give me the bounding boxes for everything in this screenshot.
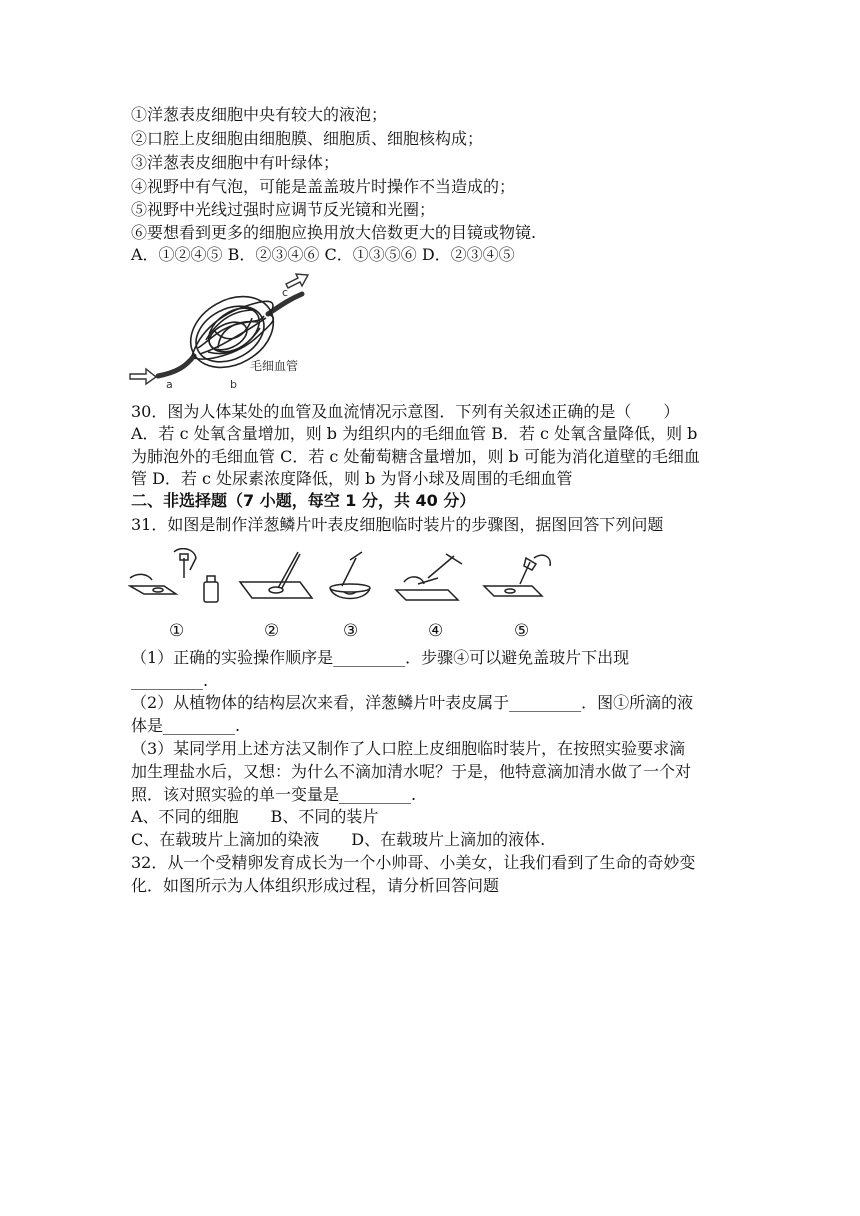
q31-part3-line2: 加生理盐水后，又想：为什么不滴加清水呢？于是，他特意滴加清水做了一个对	[131, 762, 692, 781]
q30-line-3: 为肺泡外的毛细血管 C．若 c 处葡萄糖含量增加，则 b 可能为消化道壁的毛细血	[131, 447, 700, 466]
q29-statement-1: ①洋葱表皮细胞中央有较大的液泡；	[131, 105, 388, 124]
q30-stem: 30．图为人体某处的血管及血流情况示意图．下列有关叙述正确的是（ ）	[131, 402, 680, 421]
q31-part3-line3: 照．该对照实验的单一变量是_________.	[131, 785, 417, 804]
section-heading: 二、非选择题（7 小题，每空 1 分，共 40 分）	[131, 491, 476, 510]
q31-part2-line1: （2）从植物体的结构层次来看，洋葱鳞片叶表皮属于_________．图①所滴的液	[131, 693, 694, 712]
capillary-network-figure	[128, 270, 328, 390]
q29-statement-4: ④视野中有气泡，可能是盖盖玻片时操作不当造成的；	[131, 177, 516, 196]
figure-label-a: a	[166, 378, 173, 390]
step-label-5: ⑤	[514, 621, 530, 641]
inflow-arrow-icon	[130, 369, 156, 384]
slide-preparation-steps-figure	[128, 548, 568, 618]
q31-stem: 31．如图是制作洋葱鳞片叶表皮细胞临时装片的步骤图，据图回答下列问题	[131, 515, 664, 534]
q30-line-2: A．若 c 处氧含量增加，则 b 为组织内的毛细血管 B．若 c 处氧含量降低，则 b	[131, 424, 698, 443]
q31-part2-line2: 体是_________.	[131, 716, 241, 735]
step1-dropper-icon	[130, 549, 218, 602]
q29-statement-5: ⑤视野中光线过强时应调节反光镜和光圈；	[131, 200, 436, 219]
q31-part3-line1: （3）某同学用上述方法又制作了人口腔上皮细胞临时装片，在按照实验要求滴	[131, 739, 686, 758]
step4-coverslip-icon	[396, 554, 462, 600]
step-label-2: ②	[264, 621, 280, 641]
q29-statement-3: ③洋葱表皮细胞中有叶绿体；	[131, 153, 340, 172]
step5-stain-dropper-icon	[484, 555, 550, 596]
figure-label-c: c	[282, 286, 289, 299]
q32-stem-line1: 32．从一个受精卵发育成长为一个小帅哥、小美女，让我们看到了生命的奇妙变	[131, 853, 696, 872]
step-label-3: ③	[343, 621, 359, 641]
q30-line-4: 管 D．若 c 处尿素浓度降低，则 b 为肾小球及周围的毛细血管	[131, 469, 573, 488]
q31-part1-line2: _________.	[131, 671, 209, 690]
q31-part1-line1: （1）正确的实验操作顺序是_________．步骤④可以避免盖玻片下出现	[131, 648, 630, 667]
step-label-4: ④	[428, 621, 444, 641]
step2-tweezers-icon	[240, 552, 312, 598]
step-label-1: ①	[169, 621, 185, 641]
q29-statement-2: ②口腔上皮细胞由细胞膜、细胞质、细胞核构成；	[131, 129, 484, 148]
outflow-arrow-icon	[286, 274, 308, 288]
q29-statement-6: ⑥要想看到更多的细胞应换用放大倍数更大的目镜或物镜.	[131, 223, 537, 242]
figure-label-b: b	[230, 378, 237, 390]
step3-petri-dish-icon	[330, 552, 370, 599]
q32-stem-line2: 化．如图所示为人体组织形成过程，请分析回答问题	[131, 876, 500, 895]
q31-choice-cd: C、在载玻片上滴加的染液 D、在载玻片上滴加的液体.	[131, 830, 546, 849]
q29-options: A．①②④⑤ B．②③④⑥ C．①③⑤⑥ D．②③④⑤	[131, 245, 515, 264]
figure-label-capillary: 毛细血管	[250, 359, 299, 373]
q31-choice-ab: A、不同的细胞 B、不同的装片	[131, 807, 379, 826]
